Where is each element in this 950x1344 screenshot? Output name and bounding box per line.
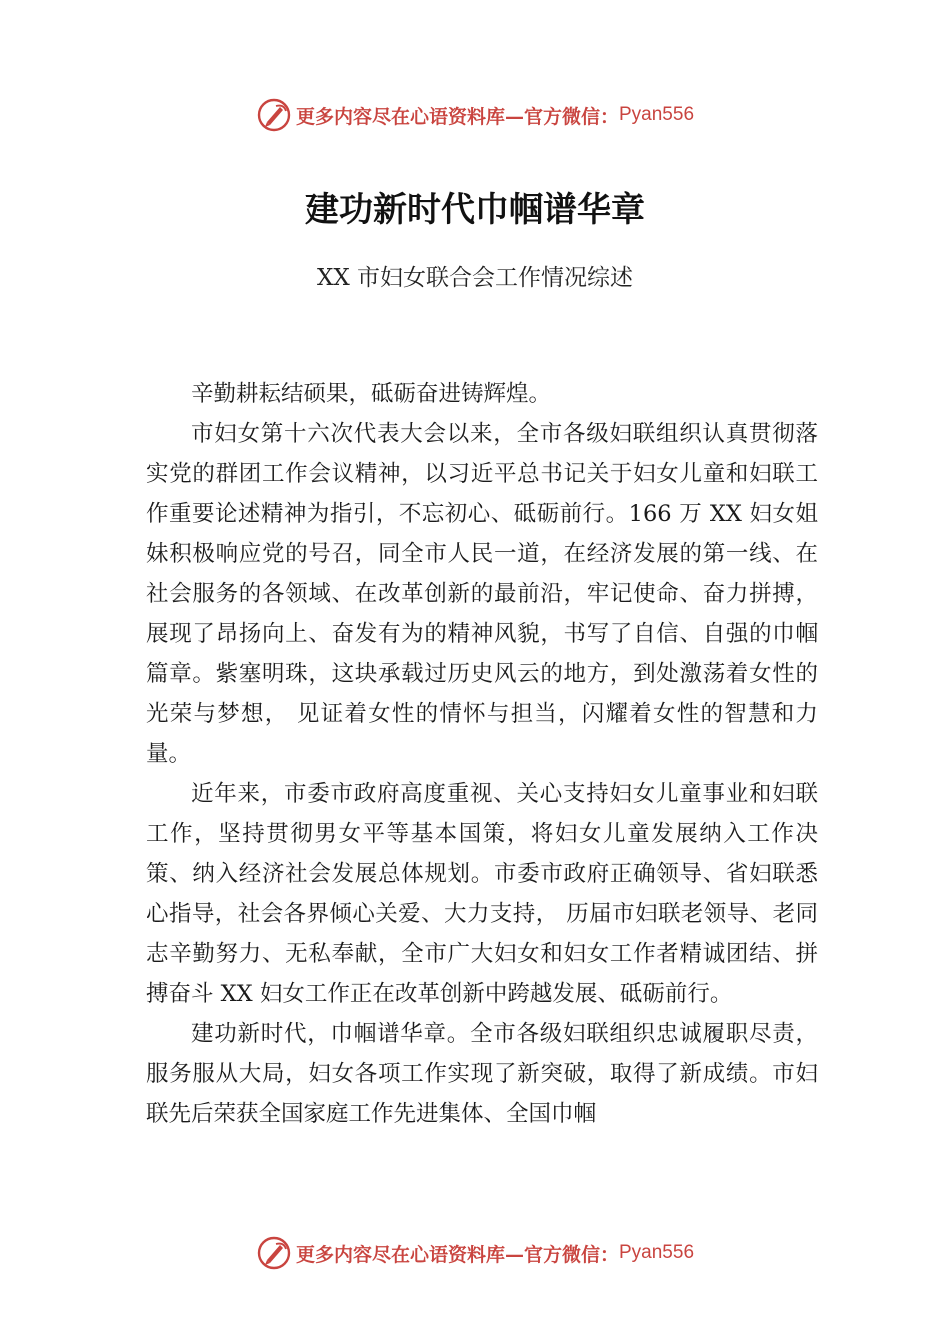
paragraph-4: 建功新时代，巾帼谱华章。全市各级妇联组织忠诚履职尽责，服务服从大局，妇女各项工作实现了新突破，取得了新成绩。市妇联先后荣获全国家庭工作先进集体、全国巾帼 xyxy=(146,1021,818,1127)
paragraph-2: 市妇女第十六次代表大会以来，全市各级妇联组织认真贯彻落实党的群团工作会议精神，以习近平总书记关于妇女儿童和妇联工作重要论述精神为指引，不忘初心、砥砺前行。166 万 XX 妇女姐妹积极响应党的号召，同全市人民一道，在经济发展的第一线、在社会服务的各领域、在改革创新的最前沿，牢记使命、奋力拼搏，展现了昂扬向上、奋发有为的精神风貌，书写了自信、自强的巾帼篇章。紫塞明珠，这块承载过历史风云的地方，到处激荡着女性的光荣与梦想， 见证着女性的情怀与担当，闪耀着女性的智慧和力量。 xyxy=(146,421,818,767)
document-subtitle: XX 市妇女联合会工作情况综述 xyxy=(316,265,634,291)
footer-watermark xyxy=(0,1233,950,1273)
watermark-wechat-id: Pyan556 xyxy=(619,104,695,125)
watermark-text: 更多内容尽在心语资料库—官方微信： xyxy=(295,105,619,128)
pen-logo-icon xyxy=(256,97,292,133)
pen-logo-icon xyxy=(256,1235,292,1271)
document-body xyxy=(146,374,818,1134)
header-watermark xyxy=(0,95,950,135)
document-title: 建功新时代巾帼谱华章 xyxy=(305,190,645,230)
paragraph-3: 近年来，市委市政府高度重视、关心支持妇女儿童事业和妇联工作，坚持贯彻男女平等基本国策，将妇女儿童发展纳入工作决策、纳入经济社会发展总体规划。市委市政府正确领导、省妇联悉心指导，社会各界倾心关爱、大力支持， 历届市妇联老领导、老同志辛勤努力、无私奉献，全市广大妇女和妇女工作者精诚团结、拼搏奋斗 XX 妇女工作正在改革创新中跨越发展、砥砺前行。 xyxy=(146,781,818,1007)
paragraph-1: 辛勤耕耘结硕果，砥砺奋进铸辉煌。 xyxy=(191,381,552,407)
watermark-text: 更多内容尽在心语资料库—官方微信： xyxy=(295,1243,619,1266)
watermark-wechat-id: Pyan556 xyxy=(619,1242,695,1263)
